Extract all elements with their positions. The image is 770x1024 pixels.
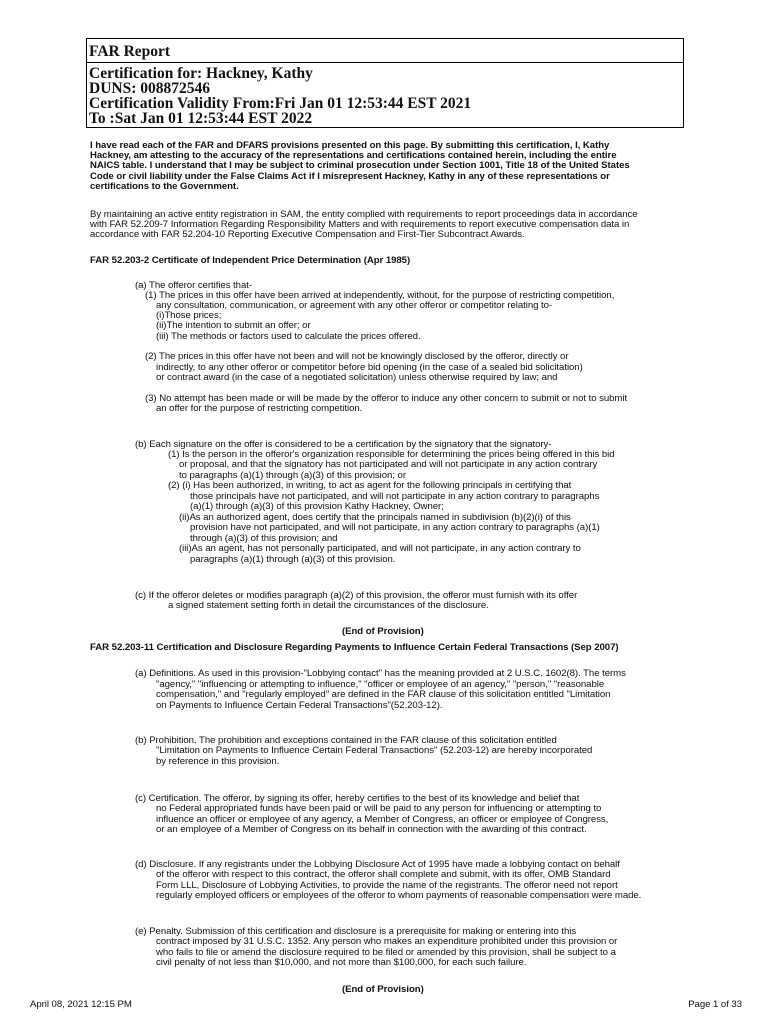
intro-paragraph — [90, 210, 638, 241]
sec1-b2-ii-cont: through (a)(3) of this provision; and — [190, 533, 338, 544]
sec1-b2-iii-cont: paragraphs (a)(1) through (a)(3) of this provision. — [190, 554, 396, 565]
sec1-a1-ii: (ii)The intention to submit an offer; or — [156, 320, 311, 331]
sec1-b2-i-cont: (a)(1) through (a)(3) of this provision Kathy Hackney, Owner; — [190, 501, 444, 512]
sec2-a: (a) Definitions. As used in this provision-"Lobbying contact" has the meaning provided at 2 U.S.C. 1602(8). The terms — [135, 668, 626, 679]
sec1-b1-cont: or proposal, and that the signatory has not participated and will not participate in any action contrary — [179, 459, 598, 470]
sec1-a3-cont: an offer for the purpose of restricting competition. — [156, 403, 363, 414]
sec2-e-cont: who fails to file or amend the disclosure required to be filed or amended by this provision, shall be subject to a — [156, 947, 616, 958]
sec2-d-cont: Form LLL, Disclosure of Lobbying Activities, to provide the name of the registrants. The offeror need not report — [156, 880, 618, 891]
sec1-a1-iii: (iii) The methods or factors used to calculate the prices offered. — [156, 331, 421, 342]
sec2-b: (b) Prohibition. The prohibition and exceptions contained in the FAR clause of this solicitation entitled — [135, 735, 557, 746]
validity-to: To :Sat Jan 01 12:53:44 EST 2022 — [89, 110, 313, 127]
report-header — [86, 38, 684, 128]
section-heading-52-203-2: FAR 52.203-2 Certificate of Independent Price Determination (Apr 1985) — [90, 255, 411, 266]
sec2-d: (d) Disclosure. If any registrants under the Lobbying Disclosure Act of 1995 have made a lobbying contact on behalf — [135, 859, 620, 870]
sec1-a2-cont: indirectly, to any other offeror or competitor before bid opening (in the case of a sealed bid solicitation) — [156, 362, 583, 373]
attestation-paragraph — [90, 141, 630, 192]
attestation-line: NAICS table. I understand that I may be subject to criminal prosecution under Section 1001, Title 18 of the United States — [90, 160, 630, 172]
sec2-d-cont: regularly employed officers or employees of the offeror to whom payments of reasonable compensation were made. — [156, 890, 642, 901]
footer-date: April 08, 2021 12:15 PM — [30, 999, 132, 1010]
certification-for: Certification for: Hackney, Kathy — [89, 65, 313, 82]
duns-number: DUNS: 008872546 — [89, 80, 210, 97]
sec2-d-cont: of the offeror with respect to this contract, the offeror shall complete and submit, with its offer, OMB Standard — [156, 869, 611, 880]
sec2-a-cont: "agency," "influencing or attempting to influence," "officer or employee of an agency," "person," "reasonable — [156, 679, 605, 690]
sec1-c-cont: a signed statement setting forth in detail the circumstances of the disclosure. — [168, 600, 489, 611]
sec2-a-cont: compensation," and "regularly employed" are defined in the FAR clause of this solicitation entitled "Limitation — [156, 689, 611, 700]
sec2-c-cont: influence an officer or employee of any agency, a Member of Congress, an officer or employee of Congress, — [156, 814, 609, 825]
attestation-line: I have read each of the FAR and DFARS provisions presented on this page. By submitting this certification, I, Kathy — [90, 140, 610, 151]
sec2-c: (c) Certification. The offeror, by signing its offer, hereby certifies to the best of its knowledge and belief that — [135, 793, 580, 804]
sec1-b2-i-cont: those principals have not participated, and will not participate in any action contrary to paragraphs — [190, 491, 600, 502]
section-heading-52-203-11: FAR 52.203-11 Certification and Disclosure Regarding Payments to Influence Certain Federal Transactions (Sep 2007) — [90, 642, 619, 653]
sec1-b2-ii-cont: provision have not participated, and will not participate, in any action contrary to paragraphs (a)(1) — [190, 522, 600, 533]
intro-line: with FAR 52.209-7 Information Regarding Responsibility Matters and with requirements to report executive compensation data in — [90, 219, 630, 231]
attestation-line: certifications to the Government. — [90, 180, 239, 192]
sec2-b-cont: by reference in this provision. — [156, 756, 280, 767]
sec1-b2-i: (2) (i) Has been authorized, in writing, to act as agent for the following principals in certifying that — [168, 480, 572, 491]
header-divider — [87, 62, 683, 63]
report-title: FAR Report — [89, 43, 171, 60]
sec1-b2-ii: (ii)As an authorized agent, does certify that the principals named in subdivision (b)(2)(i) of this — [179, 512, 571, 523]
end-of-provision: (End of Provision) — [342, 984, 424, 995]
sec1-a2: (2) The prices in this offer have not been and will not be knowingly disclosed by the offeror, directly or — [145, 351, 569, 362]
validity-from: Certification Validity From:Fri Jan 01 12:53:44 EST 2021 — [89, 95, 472, 112]
sec2-e-cont: contract imposed by 31 U.S.C. 1352. Any person who makes an expenditure prohibited under this provision or — [156, 936, 618, 947]
attestation-line: Code or civil liability under the False Claims Act if I misrepresent Hackney, Kathy in any of these representations or — [90, 170, 610, 182]
sec2-e-cont: civil penalty of not less than $10,000, and not more than $100,000, for each such failure. — [156, 957, 527, 968]
sec1-b2-iii: (iii)As an agent, has not personally participated, and will not participate, in any action contrary to — [179, 543, 581, 554]
sec2-c-cont: no Federal appropriated funds have been paid or will be paid to any person for influencing or attempting to — [156, 803, 602, 814]
sec2-a-cont: on Payments to Influence Certain Federal Transactions"(52.203-12). — [156, 700, 443, 711]
intro-line: By maintaining an active entity registration in SAM, the entity complied with requirements to report proceedings data in accordance — [90, 209, 638, 220]
sec1-a1-i: (i)Those prices; — [156, 310, 222, 321]
footer-page-number: Page 1 of 33 — [688, 999, 742, 1010]
sec1-a1-cont: any consultation, communication, or agreement with any other offeror or competitor relating to- — [156, 300, 553, 311]
sec1-a1: (1) The prices in this offer have been arrived at independently, without, for the purpose of restricting competition, — [145, 290, 615, 301]
intro-line: accordance with FAR 52.204-10 Reporting Executive Compensation and First-Tier Subcontract Awards. — [90, 229, 525, 241]
sec1-a-intro: (a) The offeror certifies that- — [135, 280, 252, 291]
sec2-b-cont: "Limitation on Payments to Influence Certain Federal Transactions" (52.203-12) are hereby incorporated — [156, 745, 593, 756]
end-of-provision: (End of Provision) — [342, 626, 424, 637]
sec2-e: (e) Penalty. Submission of this certification and disclosure is a prerequisite for making or entering into this — [135, 926, 577, 937]
sec1-a3: (3) No attempt has been made or will be made by the offeror to induce any other concern to submit or not to submit — [145, 393, 628, 404]
sec1-c: (c) If the offeror deletes or modifies paragraph (a)(2) of this provision, the offeror must furnish with its offer — [135, 590, 578, 601]
sec1-b1-cont: to paragraphs (a)(1) through (a)(3) of this provision; or — [179, 470, 406, 481]
sec1-b1: (1) Is the person in the offeror's organization responsible for determining the prices being offered in this bid — [168, 449, 615, 460]
sec2-c-cont: or an employee of a Member of Congress on its behalf in connection with the awarding of this contract. — [156, 824, 587, 835]
attestation-line: Hackney, am attesting to the accuracy of the representations and certifications contained herein, including the entire — [90, 150, 617, 162]
sec1-a2-cont: or contract award (in the case of a negotiated solicitation) unless otherwise required by law; and — [156, 372, 558, 383]
sec1-b: (b) Each signature on the offer is considered to be a certification by the signatory that the signatory- — [135, 439, 552, 450]
